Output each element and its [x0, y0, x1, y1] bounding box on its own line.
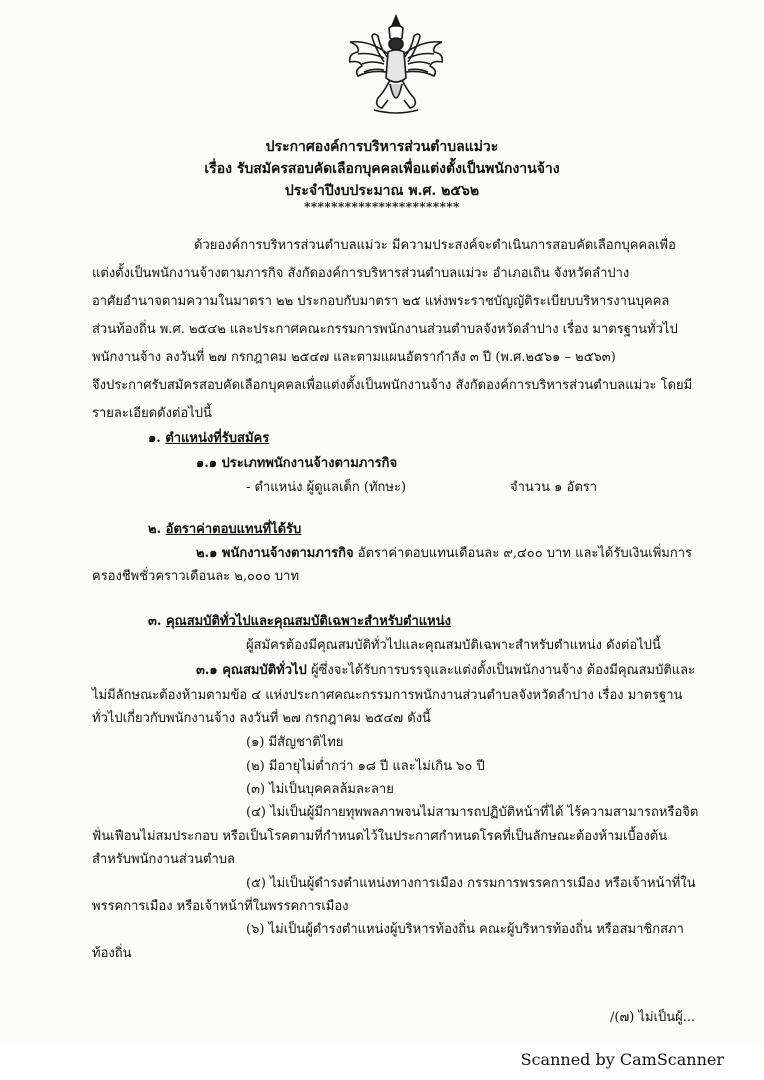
- fiscal-year: ประจำปีงบประมาณ พ.ศ. ๒๕๖๒: [284, 183, 480, 199]
- section-3-number: ๓.: [148, 614, 162, 629]
- section-1-subheading: ๑.๑ ประเภทพนักงานจ้างตามภารกิจ: [196, 456, 398, 471]
- qualification-item-continued: พรรคการเมือง หรือเจ้าหน้าที่ในพรรคการเมือง: [92, 899, 349, 914]
- section-3-heading: [148, 614, 451, 630]
- intro-line: ส่วนท้องถิ่น พ.ศ. ๒๕๔๒ และประกาศคณะกรรมการพนักงานส่วนตำบลจังหวัดลำปาง เรื่อง มาตรฐานทั่วไป: [92, 322, 678, 337]
- qualification-item: (๔) ไม่เป็นผู้มีกายทุพพลภาพจนไม่สามารถปฏิบัติหน้าที่ได้ ไร้ความสามารถหรือจิต: [246, 805, 699, 820]
- scanner-watermark: Scanned by CamScanner: [520, 1050, 724, 1069]
- section-1-number: ๑.: [148, 431, 161, 446]
- section-3-title: คุณสมบัติทั่วไปและคุณสมบัติเฉพาะสำหรับตำแหน่ง: [165, 614, 451, 629]
- section-3-intro: ผู้สมัครต้องมีคุณสมบัติทั่วไปและคุณสมบัติเฉพาะสำหรับตำแหน่ง ดังต่อไปนี้: [246, 638, 661, 653]
- qualification-item-continued: ท้องถิ่น: [92, 946, 132, 961]
- general-qualifications-title: ๓.๑ คุณสมบัติทั่วไป: [196, 663, 307, 678]
- general-qualifications-text: ทั่วไปเกี่ยวกับพนักงานจ้าง ลงวันที่ ๒๗ กรกฎาคม ๒๕๔๗ ดังนี้: [92, 711, 431, 726]
- compensation-allowance: ครองชีพชั่วคราวเดือนละ ๒,๐๐๐ บาท: [92, 569, 300, 584]
- compensation-line: [196, 546, 692, 562]
- qualification-item-continued: ฟั่นเฟือนไม่สมประกอบ หรือเป็นโรคตามที่กำหนดไว้ในประกาศกำหนดโรคที่เป็นลักษณะต้องห้ามเบื้องต้น: [92, 829, 668, 844]
- intro-line: แต่งตั้งเป็นพนักงานจ้างตามภารกิจ สังกัดองค์การบริหารส่วนตำบลแม่วะ อำเภอเถิน จังหวัดลำปาง: [92, 266, 630, 281]
- intro-line: ด้วยองค์การบริหารส่วนตำบลแม่วะ มีความประสงค์จะดำเนินการสอบคัดเลือกบุคคลเพื่อ: [194, 238, 676, 253]
- announcement-title: ประกาศองค์การบริหารส่วนตำบลแม่วะ: [265, 139, 499, 155]
- section-2-heading: [148, 522, 301, 538]
- qualification-item: (๖) ไม่เป็นผู้ดำรงตำแหน่งผู้บริหารท้องถิ่น คณะผู้บริหารท้องถิ่น หรือสมาชิกสภา: [246, 922, 684, 937]
- intro-line: อาศัยอำนาจตามความในมาตรา ๒๒ ประกอบกับมาตรา ๒๕ แห่งพระราชบัญญัติระเบียบบริหารงานบุคคล: [92, 294, 670, 309]
- general-qualifications-text: ไม่มีลักษณะต้องห้ามตามข้อ ๔ แห่งประกาศคณะกรรมการพนักงานส่วนตำบลจังหวัดลำปาง เรื่อง มาตรฐาน: [92, 688, 683, 703]
- intro-line: รายละเอียดดังต่อไปนี้: [92, 406, 212, 421]
- announcement-subject: เรื่อง รับสมัครสอบคัดเลือกบุคคลเพื่อแต่งตั้งเป็นพนักงานจ้าง: [204, 161, 560, 177]
- general-qualifications-line: [196, 663, 695, 679]
- header-divider-stars: ***********************: [304, 200, 460, 214]
- general-qualifications-text: ผู้ซึ่งจะได้รับการบรรจุและแต่งตั้งเป็นพนักงานจ้าง ต้องมีคุณสมบัติและ: [306, 663, 696, 678]
- continued-note: /(๗) ไม่เป็นผู้...: [610, 1010, 696, 1025]
- section-1-heading: [148, 431, 269, 447]
- section-1-title: ตำแหน่งที่รับสมัคร: [165, 431, 270, 446]
- section-2-number: ๒.: [148, 522, 162, 537]
- compensation-type: ๒.๑ พนักงานจ้างตามภารกิจ: [196, 546, 354, 561]
- intro-line: พนักงานจ้าง ลงวันที่ ๒๗ กรกฎาคม ๒๕๔๗ และตามแผนอัตรากำลัง ๓ ปี (พ.ศ.๒๕๖๑ – ๒๕๖๓): [92, 350, 616, 365]
- garuda-emblem: [344, 12, 448, 118]
- compensation-rate: อัตราค่าตอบแทนเดือนละ ๙,๔๐๐ บาท และได้รับเงินเพิ่มการ: [353, 546, 693, 561]
- position-name: - ตำแหน่ง ผู้ดูแลเด็ก (ทักษะ): [246, 480, 407, 495]
- qualification-item: (๑) มีสัญชาติไทย: [246, 735, 344, 750]
- section-2-title: อัตราค่าตอบแทนที่ได้รับ: [165, 522, 302, 537]
- qualification-item: (๕) ไม่เป็นผู้ดำรงตำแหน่งทางการเมือง กรรมการพรรคการเมือง หรือเจ้าหน้าที่ใน: [246, 876, 696, 891]
- qualification-item: (๒) มีอายุไม่ต่ำกว่า ๑๘ ปี และไม่เกิน ๖๐ ปี: [246, 759, 485, 774]
- qualification-item: (๓) ไม่เป็นบุคคลล้มละลาย: [246, 782, 394, 797]
- intro-line: จึงประกาศรับสมัครสอบคัดเลือกบุคคลเพื่อแต่งตั้งเป็นพนักงานจ้าง สังกัดองค์การบริหารส่วนตำบลแม่วะ โดยมี: [92, 378, 693, 393]
- position-quota: จำนวน ๑ อัตรา: [510, 480, 598, 495]
- qualification-item-continued: สำหรับพนักงานส่วนตำบล: [92, 852, 235, 867]
